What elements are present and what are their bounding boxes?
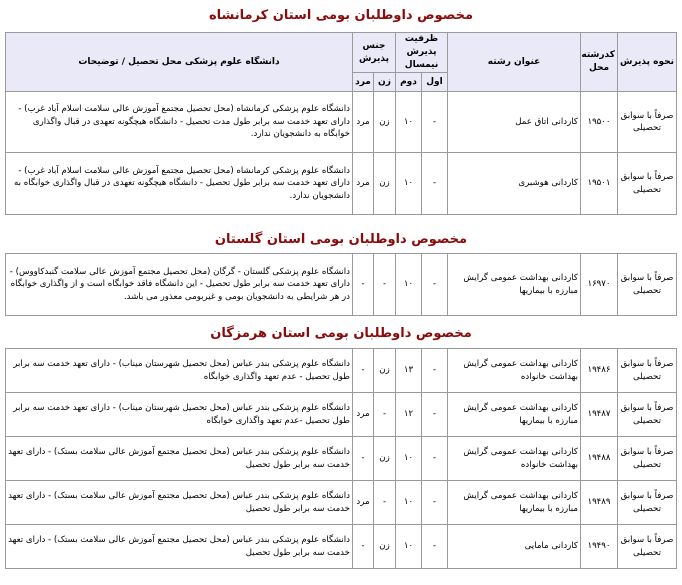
cell-female: - xyxy=(374,254,396,316)
cell-male: مرد xyxy=(352,153,373,215)
cell-second: ۱۲ xyxy=(396,393,422,437)
header-row xyxy=(6,33,677,73)
cell-code: ۱۹۵۰۱ xyxy=(581,153,618,215)
cell-first: - xyxy=(422,254,448,316)
cell-code: ۱۹۵۰۰ xyxy=(581,92,618,153)
col-code-header: کدرشته محل xyxy=(581,33,618,92)
cell-female: - xyxy=(374,393,396,437)
cell-admission: صرفاً با سوابق تحصیلی xyxy=(618,525,677,569)
table-row xyxy=(6,393,677,437)
col-female-header: زن xyxy=(373,73,395,92)
cell-first: - xyxy=(422,437,448,481)
section-title-hormozgan: مخصوص داوطلبان بومی استان هرمزگان xyxy=(210,326,472,341)
cell-description: دانشگاه علوم پزشکی بندر عباس (محل تحصیل مجتمع آموزش عالی سلامت بستک) - دارای تعهد خدمت سه برابر طول تحصیل xyxy=(6,481,353,525)
cell-admission: صرفاً با سوابق تحصیلی xyxy=(618,349,677,393)
cell-description: دانشگاه علوم پزشکی بندر عباس (محل تحصیل شهرستان میناب) - دارای تعهد خدمت سه برابر طول تحصیل -عدم تعهد واگذاری خوابگاه xyxy=(6,393,353,437)
cell-first: - xyxy=(422,153,448,215)
cell-field: کاردانی بهداشت عمومی گرایش بهداشت خانواده xyxy=(448,437,581,481)
cell-admission: صرفاً با سوابق تحصیلی xyxy=(618,92,677,153)
cell-second: ۱۰ xyxy=(396,437,422,481)
cell-field: کاردانی اتاق عمل xyxy=(448,92,581,153)
cell-description: دانشگاه علوم پزشکی بندر عباس (محل تحصیل مجتمع آموزش عالی سلامت بستک) - دارای تعهد خدمت سه برابر طول تحصیل xyxy=(6,525,353,569)
cell-field: کاردانی بهداشت عمومی گرایش مبارزه با بیماریها xyxy=(448,393,581,437)
cell-code: ۱۹۴۹۰ xyxy=(581,525,618,569)
cell-first: - xyxy=(422,349,448,393)
cell-second: ۱۰ xyxy=(396,254,422,316)
cell-female: زن xyxy=(374,437,396,481)
cell-code: ۱۹۴۸۸ xyxy=(581,437,618,481)
col-field-header: عنوان رشته xyxy=(448,33,581,92)
cell-first: - xyxy=(422,92,448,153)
cell-code: ۱۹۴۸۶ xyxy=(581,349,618,393)
section-title-golestan: مخصوص داوطلبان بومی استان گلستان xyxy=(214,232,468,247)
col-university-header: دانشگاه علوم پزشکی محل تحصیل / توضیحات xyxy=(6,33,353,92)
cell-code: ۱۶۹۷۰ xyxy=(581,254,618,316)
cell-female: زن xyxy=(374,525,396,569)
cell-admission: صرفاً با سوابق تحصیلی xyxy=(618,481,677,525)
cell-female: - xyxy=(374,481,396,525)
cell-second: ۱۰ xyxy=(396,525,422,569)
cell-description: دانشگاه علوم پزشکی کرمانشاه (محل تحصیل مجتمع آموزش عالی سلامت اسلام آباد غرب) - دارای تعهد خدمت سه برابر طول مدت تحصیل - دانشگاه هیچگونه تعهدی در قبال واگذاری خوابگاه به دانشجویان ندارد. xyxy=(6,92,353,153)
cell-female: زن xyxy=(373,92,395,153)
cell-field: کاردانی بهداشت عمومی گرایش مبارزه با بیماریها xyxy=(448,481,581,525)
table-row xyxy=(6,153,677,215)
cell-female: زن xyxy=(373,153,395,215)
table-row xyxy=(6,481,677,525)
cell-male: مرد xyxy=(353,481,374,525)
cell-field: کاردانی هوشبری xyxy=(448,153,581,215)
table-row xyxy=(6,349,677,393)
table-row xyxy=(6,254,677,316)
col-capacity-header: ظرفیت پذیرش نیمسال xyxy=(395,33,447,73)
table-row xyxy=(6,525,677,569)
cell-field: کاردانی مامایی xyxy=(448,525,581,569)
col-second-header: دوم xyxy=(395,73,421,92)
cell-first: - xyxy=(422,525,448,569)
cell-first: - xyxy=(422,393,448,437)
cell-female: زن xyxy=(374,349,396,393)
cell-description: دانشگاه علوم پزشکی کرمانشاه (محل تحصیل مجتمع آموزش عالی سلامت اسلام آباد غرب) - دارای تعهد خدمت سه برابر طول تحصیل - دانشگاه هیچگونه تعهدی در قبال واگذاری خوابگاه به دانشجویان ندارد. xyxy=(6,153,353,215)
cell-description: دانشگاه علوم پزشکی بندر عباس (محل تحصیل مجتمع آموزش عالی سلامت بستک) - دارای تعهد خدمت سه برابر طول تحصیل xyxy=(6,437,353,481)
col-admission-header: نحوه پذیرش xyxy=(618,33,677,92)
cell-description: دانشگاه علوم پزشکی بندر عباس (محل تحصیل شهرستان میناب) - دارای تعهد خدمت سه برابر طول تحصیل - عدم تعهد واگذاری خوابگاه xyxy=(6,349,353,393)
table-row xyxy=(6,437,677,481)
cell-field: کاردانی بهداشت عمومی گرایش بهداشت خانواده xyxy=(448,349,581,393)
cell-male: - xyxy=(353,437,374,481)
cell-second: ۱۳ xyxy=(396,349,422,393)
col-first-header: اول xyxy=(422,73,448,92)
table-golestan xyxy=(5,253,677,316)
cell-second: ۱۰ xyxy=(395,92,421,153)
cell-male: مرد xyxy=(353,393,374,437)
cell-male: - xyxy=(353,525,374,569)
cell-second: ۱۰ xyxy=(396,481,422,525)
section-title-kermanshah: مخصوص داوطلبان بومی استان کرمانشاه xyxy=(208,8,473,23)
cell-admission: صرفاً با سوابق تحصیلی xyxy=(618,437,677,481)
cell-admission: صرفاً با سوابق تحصیلی xyxy=(618,393,677,437)
col-gender-header: جنس پذیرش xyxy=(352,33,395,73)
col-male-header: مرد xyxy=(352,73,373,92)
cell-field: کاردانی بهداشت عمومی گرایش مبارزه با بیماریها xyxy=(448,254,581,316)
table-row xyxy=(6,92,677,153)
cell-admission: صرفاً با سوابق تحصیلی xyxy=(618,153,677,215)
table-kermanshah xyxy=(5,32,677,215)
table-hormozgan xyxy=(5,348,677,569)
cell-description: دانشگاه علوم پزشکی گلستان - گرگان (محل تحصیل مجتمع آموزش عالی سلامت گنبدکاووس) - دارای تعهد خدمت سه برابر طول تحصیل - این دانشگاه فاقد خوابگاه است و از واگذاری خوابگاه در هر شرایطی به دانشجویان بومی و غیربومی معذور می باشد. xyxy=(6,254,353,316)
cell-code: ۱۹۴۸۹ xyxy=(581,481,618,525)
cell-male: مرد xyxy=(352,92,373,153)
cell-male: - xyxy=(353,349,374,393)
cell-male: - xyxy=(353,254,374,316)
cell-first: - xyxy=(422,481,448,525)
cell-code: ۱۹۴۸۷ xyxy=(581,393,618,437)
cell-admission: صرفاً با سوابق تحصیلی xyxy=(618,254,677,316)
cell-second: ۱۰ xyxy=(395,153,421,215)
